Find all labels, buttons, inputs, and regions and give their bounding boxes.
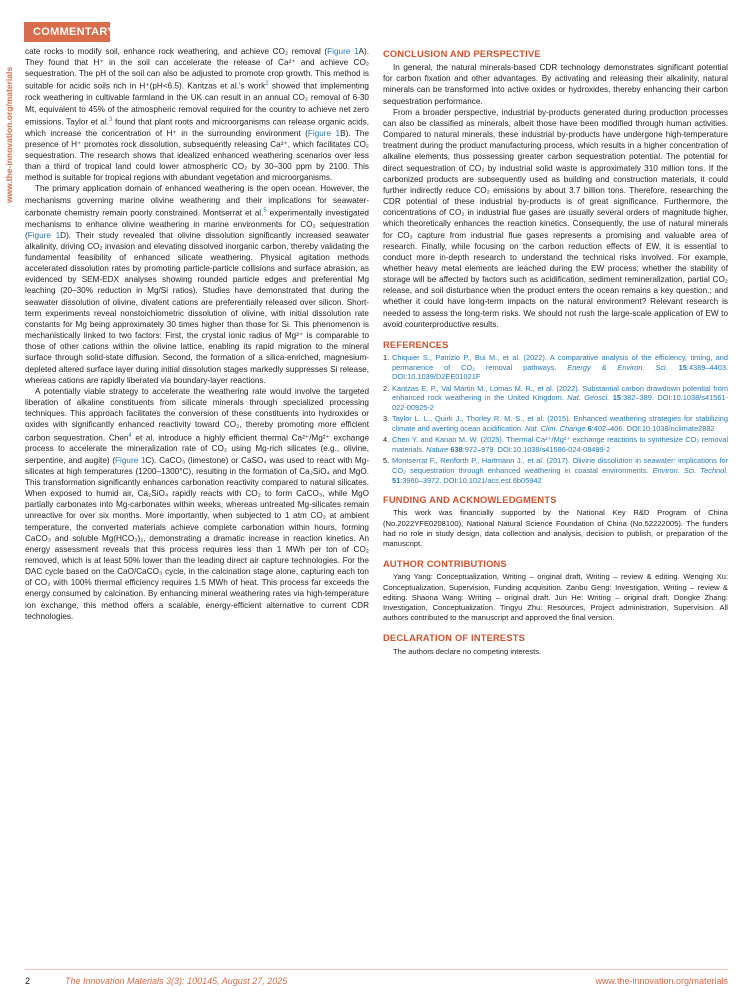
paragraph-conclusion-2: From a broader perspective, industrial by-products generated during production processes can also be classified as minerals, albeit those have been modified through human activities. Compared to natural minerals, these industrial by-products have undergone high-temperature treatment during the product manufacturing process, which results in a higher concentration of alkaline elements, thus possessing greater carbon sequestration potential. The potential for direct sequestration of CO₂ by industrial solid waste is approximately 310 million tons. If the carbonized products are subsequently used as building and construction materials, it could further indirectly reduce CO₂ emissions by about 3.7 billion tons. Therefore, researching the CDR potential of these industrial by-products is of great significance. Furthermore, the concentrations of CO₂ in industrial flue gases are usually several orders of magnitude higher, which theoretically enhances the reaction kinetics. Consequently, the use of natural minerals for CO₂ capture from industrial flue gases represents a promising and valuable area of research. Finally, while focusing on the carbon reduction effects of EW, it is essential to conduct more in-depth research to understand the technical risks involved. For example, whether heavy metal elements are leached during the EW process; whether the stability of storage will be affected by factors such as acidification, sediment remineralization, partial CO₂ release, and soil disturbance when the product enters the ocean remains a key question.; and whether it could have long-term impacts on the natural environment? Relevant research is needed to assess the long-term risks. We should not rush the large-scale application of EW to avoid counterproductive results. — [383, 107, 728, 329]
reference-item[interactable]: 5. Montserrat F., Renforth P., Hartmann J., et al. (2017). Olivine dissolution in seawater: implications for CO₂ sequestration through enhanced weathering in coastal environments. Environ. Sci. Technol. 51:3960–3972. DOI:10.1021/acs.est.6b05942 — [383, 456, 728, 485]
journal-citation: The Innovation Materials 3(3): 100145, August 27, 2025 — [65, 976, 288, 986]
heading-author-contributions: AUTHOR CONTRIBUTIONS — [383, 559, 507, 570]
figure-link[interactable]: Figure 1 — [115, 455, 146, 465]
reference-item[interactable]: 3. Taylor L. L., Quirk J., Thorley R. M. S., et al. (2015). Enhanced weathering strategies for stabilizing climate and averting ocean acidification. Nat. Clim. Change 6:402–406. DOI:10.1038/nclimate2882 — [383, 414, 728, 433]
figure-link[interactable]: Figure 1 — [27, 230, 61, 240]
reference-item[interactable]: 1. Chiquier S., Patrizio P., Bui M., et al. (2022). A comparative analysis of the efficiency, timing, and permanence of CO₂ removal pathways. Energy & Environ. Sci. 15:4389–4403. DOI:10.1039/D2EE01021F — [383, 353, 728, 382]
paragraph-funding: This work was financially supported by the National Key R&D Program of China (No.2022YFE0208100), National Natural Science Foundation of China (No.52222005). The funders had no role in study design, data collection and analysis, decision to publish, or preparation of the manuscript. — [383, 508, 728, 548]
figure-link[interactable]: Figure 1 — [327, 47, 359, 56]
paragraph-rock-weathering-soil: cate rocks to modify soil, enhance rock weathering, and achieve CO₂ removal (Figure 1A). They found that H⁺ in the soil can accelerate the release of Ca²⁺ and achieve CO₂ sequestration. The pH of the soil can also be adjusted to promote crop growth. This method is suitable for acidic soils rich in H⁺(pH<6.5). Kantzas et al.'s work$^2$ showed that implementing rock weathering in cultivable farmland in the UK can result in an annual CO₂ removal of 6-30 Mt, equivalent to 45% of the atmospheric removal required for the country to achieve net zero emissions. Taylor et al.$^3$ found that plant roots and microorganisms can release organic acids, which increase the concentration of H⁺ in the surrounding environment (Figure 1B). The presence of H⁺ promotes rock dissolution, subsequently releasing Ca²⁺, which facilitates CO₂ sequestration. The research shows that idealized enhanced weathering scenarios over less than a third of tropical land could lower atmospheric CO₂ by 30–300 ppm by 2100. This method is suitable for tropical regions with abundant vegetation and microorganisms. — [25, 47, 369, 183]
paragraph-thermal-exchange: A potentially viable strategy to accelerate the weathering rate would involve the targeted liberation of alkaline constituents from silicate minerals through specialized processing techniques. This approach facilitates the conversion of these constituents into hydroxides or oxides with significantly enhanced reactivity toward CO₂, thereby promoting more efficient carbon sequestration. Chen$^4$ et al. introduce a highly efficient thermal Ca²⁺/Mg²⁺ exchange process to accelerate the mineralization rate of CO₂ using Mg-rich silicates (e.g., olivine, serpentine, and augite) (Figure 1C). CaCO₃ (limestone) or CaSO₄ was used to react with Mg-silicates at high temperatures (1200–1300°C), resulting in the formation of Ca₂SiO₄ and MgO. This transformation significantly enhances carbonation reactivity compared to natural silicates. When exposed to humid air, Ca₂SiO₄ rapidly reacts with CO₂ to form CaCO₃, while MgO partially carbonates into Mg-carbonates within weeks, whereas untreated Mg-silicates remain unreactive for over six months. More importantly, when subjected to 1 atm CO₂ at ambient temperature, the converted materials achieve complete carbonation within hours, forming CaCO₃ and soluble Mg(HCO₃)₂, demonstrating a dramatic increase in reaction kinetics. An energy assessment reveals that this process requires less than 1 MWh per ton of CO₂ removed, which is at least 50% lower than the leading direct air capture technologies. For the DAC cycle based on the CaO/CaCO₃ cycle, in the calcination stage alone, capturing each ton of CO₂ with 100% thermal efficiency requires 1.5 MWh of heat. This process far exceeds the energy consumed by calcination. By enhancing mineral weathering rates via high-temperature ion exchange, this method offers a scalable, energy-efficient alternative to current CDR technologies. — [25, 386, 369, 621]
heading-declaration: DECLARATION OF INTERESTS — [383, 633, 526, 644]
heading-funding: FUNDING AND ACKNOWLEDGMENTS — [383, 495, 557, 506]
paragraph-declaration: The authors declare no competing interests. — [393, 646, 542, 656]
citation-link[interactable]: 4 — [128, 432, 132, 439]
page-number: 2 — [25, 976, 31, 986]
right-column — [383, 46, 728, 657]
reference-list — [383, 353, 728, 485]
section-badge: COMMENTARY — [24, 22, 110, 42]
citation-link[interactable]: 3 — [108, 116, 113, 123]
left-column — [25, 46, 369, 622]
page-footer — [25, 976, 728, 990]
side-url[interactable]: www.the-innovation.org/materials — [4, 66, 14, 204]
figure-link[interactable]: Figure 1 — [307, 128, 341, 138]
heading-conclusion: CONCLUSION AND PERSPECTIVE — [383, 49, 541, 59]
paragraph-marine-olivine: The primary application domain of enhanced weathering is the open ocean. However, the mechanisms governing marine olivine weathering and their implications for seawater-carbonate chemistry remain poorly constrained. Montserrat et al.$^5$ experimentally investigated mechanisms to enhance olivine weathering in marine environments for CO₂ sequestration (Figure 1D). Their study revealed that olivine dissolution significantly increased seawater alkalinity, driving CO₂ invasion and elevating dissolved inorganic carbon, thereby validating the fundamental feasibility of enhanced silicate weathering. Physical agitation methods accelerated dissolution rates by promoting particle-particle collisions and surface abrasion, as evidenced by SEM-EDX analyses showing rounded particle edges and preferential Mg leaching (20–30% reduction in Mg/Si ratios). Studies have demonstrated that during the seawater dissolution of olivine, divalent cations are preferentially released over silicon. Short-term experiments reveal nonstoichiometric dissolution of olivine, with initial dissolution rate constants for Mg being approximately 30 times higher than those for Si. This phenomenon is mechanistically linked to two factors: First, the crystal ionic radius of Mg²⁺ is comparable to those of other cations within the olivine lattice, enabling its rapid migration to the mineral surface through solid-state diffusion. Second, the formation of a silica-enriched, magnesium-depleted altered surface layer during initial dissolution stages markedly suppresses Si release, whereas cations are rapidly liberated via boundary-layer reactions. — [25, 184, 369, 385]
footer-divider — [25, 969, 728, 970]
citation-link[interactable]: 5 — [263, 207, 267, 214]
heading-references: REFERENCES — [383, 339, 449, 350]
citation-link[interactable]: 2 — [265, 81, 269, 88]
reference-item[interactable]: 4. Chen Y. and Kanan M. W. (2025). Thermal Ca²⁺/Mg²⁺ exchange reactions to synthesize CO₂ removal materials. Nature 638:972–979. DOI:10.1038/s41586-024-08499-2 — [383, 435, 728, 454]
footer-url[interactable]: www.the-innovation.org/materials — [595, 976, 728, 986]
paragraph-author-contributions: Yang Yang: Conceptualization, Writing – original draft, Writing – review & editing. Wenqing Xu: Conceptualization, Supervision, Funding acquisition. Zanbu Geng: Investigation, Writing – review & editing. Shaona Wang: Writing – original draft. Jun He: Writing – original draft. Dongke Zhang: Investigation, Conceptualization. Tingyu Zhu: Resources, Project administration, Supervision. All authors contributed to the manuscript and approved the final version. — [383, 572, 728, 623]
reference-item[interactable]: 2. Kantzas E. P., Val Martin M., Lomas M. R., et al. (2022). Substantial carbon drawdown potential from enhanced rock weathering in the United Kingdom. Nat. Geosci. 15:382–389. DOI:10.1038/s41561-022-00925-2 — [383, 383, 729, 413]
paragraph-conclusion-1: In general, the natural minerals-based CDR technology demonstrates significant potential for carbon fixation and other advantages. By activating and releasing their alkalinity, natural minerals can be transformed into active oxides or hydroxides, thereby enhancing their carbon sequestration performance. — [383, 63, 728, 106]
